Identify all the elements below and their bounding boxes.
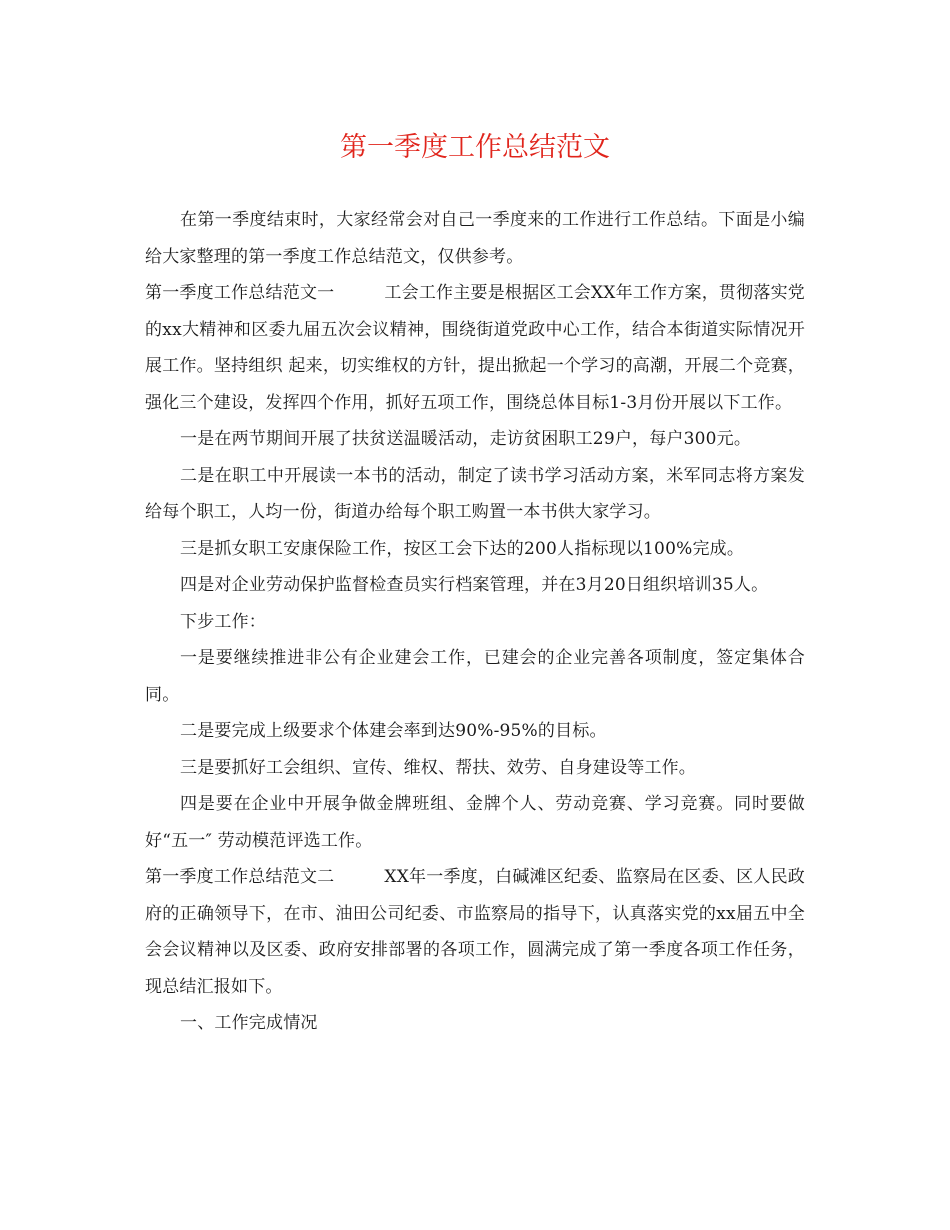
section-1-opening: 工会工作主要是根据区工会XX年工作方案，贯彻落实党的xx大精神和区委九届五次会议精神，围绕街道党政中心工作，结合本街道实际情况开展工作。坚持组织 起来，切实维权的方针，提出掀起一个学习的高潮，开展二个竞赛，强化三个建设，发挥四个作用，抓好五项工作，围绕总体目标1-3月份开展以下工作。 [145,283,805,413]
next-step-item-4: 四是要在企业中开展争做金牌班组、金牌个人、劳动竞赛、学习竞赛。同时要做好“五一″ 劳动模范评选工作。 [145,794,805,851]
next-step-item-2: 二是要完成上级要求个体建会率到达90%-95%的目标。 [180,721,607,741]
document-title: 第一季度工作总结范文 [340,132,610,163]
section-1-paragraph [145,275,805,421]
section-2-sub-heading: 一、工作完成情况 [180,1013,318,1033]
next-step-item-3: 三是要抓好工会组织、宣传、维权、帮扶、效劳、自身建设等工作。 [180,757,696,778]
document-body [145,202,805,1042]
section-1-item-3: 三是抓女职工安康保险工作，按区工会下达的200人指标现以100%完成。 [180,538,745,559]
intro-paragraph: 在第一季度结束时，大家经常会对自己一季度来的工作进行工作总结。下面是小编给大家整理的第一季度工作总结范文，仅供参考。 [145,210,805,267]
section-2-paragraph [145,859,805,1005]
section-1-item-4: 四是对企业劳动保护监督检查员实行档案管理，并在3月20日组织培训35人。 [180,575,769,595]
section-2-opening: XX年一季度，白碱滩区纪委、监察局在区委、区人民政府的正确领导下，在市、油田公司纪委、市监察局的指导下，认真落实党的xx届五中全会会议精神以及区委、政府安排部署的各项工作，圆满完成了第一季度各项工作任务，现总结汇报如下。 [145,867,805,997]
section-1-item-1: 一是在两节期间开展了扶贫送温暖活动，走访贫困职工29户，每户300元。 [180,429,752,449]
section-1-heading: 第一季度工作总结范文一 [145,283,335,303]
next-steps-heading: 下步工作： [180,611,266,632]
section-2-heading: 第一季度工作总结范文二 [145,867,335,887]
section-1-item-2: 二是在职工中开展读一本书的活动，制定了读书学习活动方案，米军同志将方案发给每个职工，人均一份，街道办给每个职工购置一本书供大家学习。 [145,465,805,522]
next-step-item-1: 一是要继续推进非公有企业建会工作，已建会的企业完善各项制度，签定集体合同。 [145,648,805,705]
